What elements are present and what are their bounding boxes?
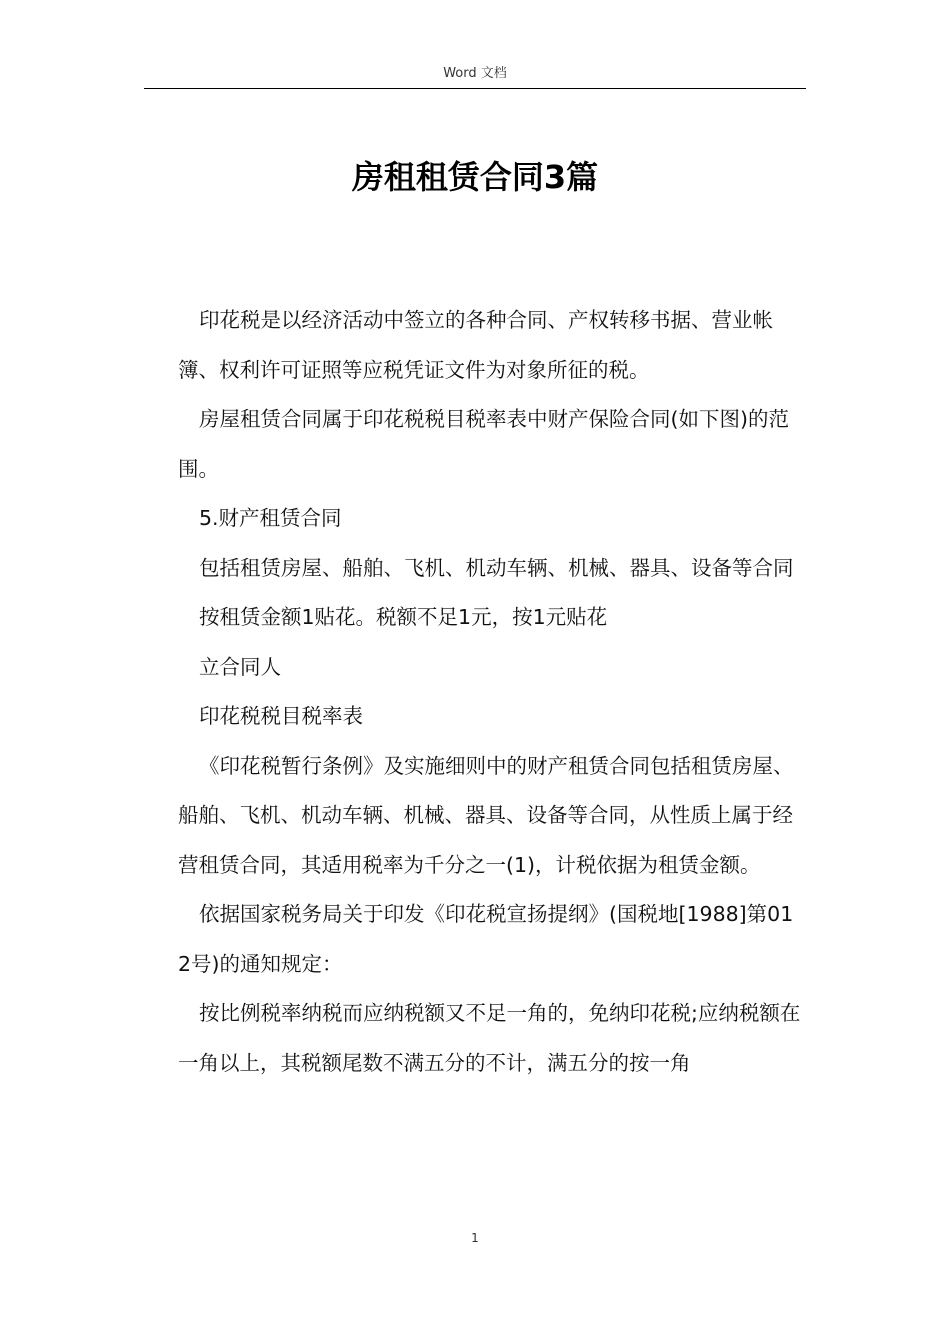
paragraph: 按比例税率纳税而应纳税额又不足一角的，免纳印花税;应纳税额在一角以上，其税额尾数不满五分的不计，满五分的按一角 — [178, 1001, 801, 1075]
paragraph: 依据国家税务局关于印发《印花税宣扬提纲》(国税地[1988]第012号)的通知规定： — [178, 902, 794, 976]
paragraph: 《印花税暂行条例》及实施细则中的财产租赁合同包括租赁房屋、船舶、飞机、机动车辆、机械、器具、设备等合同，从性质上属于经营租赁合同，其适用税率为千分之一(1)，计税依据为租赁金额。 — [178, 753, 794, 877]
document-body — [178, 296, 806, 1088]
paragraph: 立合同人 — [199, 654, 281, 679]
page-number: 1 — [471, 1231, 479, 1245]
paragraph: 按租赁金额1贴花。税额不足1元，按1元贴花 — [199, 605, 608, 629]
page-header: Word 文档 — [443, 66, 507, 81]
paragraph: 包括租赁房屋、船舶、飞机、机动车辆、机械、器具、设备等合同 — [199, 555, 794, 580]
document-title: 房租租赁合同3篇 — [351, 158, 599, 196]
paragraph: 房屋租赁合同属于印花税税目税率表中财产保险合同(如下图)的范围。 — [178, 407, 789, 481]
paragraph: 5.财产租赁合同 — [199, 506, 342, 530]
paragraph: 印花税税目税率表 — [199, 704, 363, 728]
header-divider — [144, 88, 806, 89]
paragraph: 印花税是以经济活动中签立的各种合同、产权转移书据、营业帐簿、权利许可证照等应税凭证文件为对象所征的税。 — [178, 308, 773, 382]
